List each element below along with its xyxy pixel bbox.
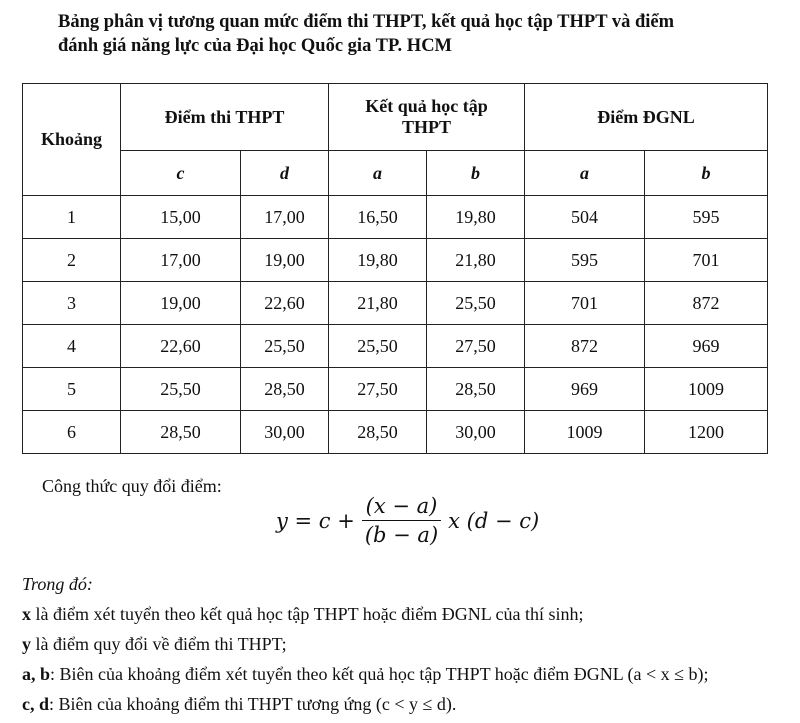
conversion-formula [276,494,539,547]
table-cell: 25,50 [427,282,525,325]
table-cell: 28,50 [427,368,525,411]
table-cell: 17,00 [241,196,329,239]
note-term: c, d [22,694,49,714]
table-group-header-row [23,84,768,151]
formula-lhs: y = c + [276,508,355,533]
table-cell: 28,50 [241,368,329,411]
note-item [22,632,792,662]
table-cell: 22,60 [121,325,241,368]
note-text: : Biên của khoảng điểm thi THPT tương ứng (c < y ≤ d). [49,694,457,714]
table-cell: 25,50 [241,325,329,368]
subheader-a: a [329,151,427,196]
note-text: là điểm xét tuyển theo kết quả học tập THPT hoặc điểm ĐGNL của thí sinh; [31,604,584,624]
table-cell: 27,50 [329,368,427,411]
table-cell: 30,00 [241,411,329,454]
note-item [22,692,792,722]
notes-section [22,572,792,722]
table-cell: 872 [645,282,768,325]
subheader-c: c [121,151,241,196]
subheader-a: a [525,151,645,196]
notes-heading: Trong đó: [22,574,93,594]
table-cell: 19,80 [329,239,427,282]
note-term: a, b [22,664,51,684]
note-text: là điểm quy đổi về điểm thi THPT; [31,634,287,654]
table-cell: 17,00 [121,239,241,282]
title-line-2: đánh giá năng lực của Đại học Quốc gia TP. HCM [58,36,453,56]
table-row [23,196,768,239]
table-cell: 19,00 [241,239,329,282]
percentile-table [22,83,768,454]
table-cell: 25,50 [329,325,427,368]
subheader-d: d [241,151,329,196]
subheader-b: b [645,151,768,196]
range-index-cell: 6 [23,411,121,454]
note-item [22,662,792,692]
formula-label: Công thức quy đổi điểm: [42,476,222,496]
table-cell: 25,50 [121,368,241,411]
range-index-cell: 5 [23,368,121,411]
table-cell: 15,00 [121,196,241,239]
table-cell: 16,50 [329,196,427,239]
table-row [23,411,768,454]
table-row [23,325,768,368]
formula-rhs: x (d − c) [448,508,540,533]
formula-fraction [361,494,442,547]
table-cell: 595 [525,239,645,282]
table-cell: 1009 [525,411,645,454]
table-row [23,239,768,282]
table-row [23,282,768,325]
table-body [23,196,768,454]
range-index-cell: 1 [23,196,121,239]
note-item [22,602,792,632]
range-index-cell: 2 [23,239,121,282]
table-cell: 21,80 [427,239,525,282]
group-header-study-result: Kết quả học tập THPT [329,84,525,151]
table-cell: 28,50 [121,411,241,454]
table-cell: 19,80 [427,196,525,239]
table-cell: 22,60 [241,282,329,325]
table-cell: 21,80 [329,282,427,325]
document-title [58,10,788,58]
table-cell: 595 [645,196,768,239]
note-term: x [22,604,31,624]
table-cell: 19,00 [121,282,241,325]
table-cell: 1200 [645,411,768,454]
table-cell: 27,50 [427,325,525,368]
table-subheader-row [23,151,768,196]
range-index-cell: 3 [23,282,121,325]
group-header-thpt-score: Điểm thi THPT [121,84,329,151]
table-cell: 1009 [645,368,768,411]
table-cell: 28,50 [329,411,427,454]
subheader-b: b [427,151,525,196]
formula-numerator: (x − a) [362,494,442,521]
note-text: : Biên của khoảng điểm xét tuyển theo kết quả học tập THPT hoặc điểm ĐGNL (a < x ≤ b); [50,664,709,684]
table-cell: 30,00 [427,411,525,454]
table-cell: 701 [525,282,645,325]
title-line-1: Bảng phân vị tương quan mức điểm thi THPT, kết quả học tập THPT và điểm [58,12,675,32]
table-cell: 701 [645,239,768,282]
table-cell: 969 [645,325,768,368]
range-header: Khoảng [23,84,121,196]
table-cell: 969 [525,368,645,411]
range-index-cell: 4 [23,325,121,368]
table-cell: 504 [525,196,645,239]
formula-denominator: (b − a) [364,523,439,547]
table-row [23,368,768,411]
table-cell: 872 [525,325,645,368]
note-term: y [22,634,31,654]
group-header-dgnl-score: Điểm ĐGNL [525,84,768,151]
